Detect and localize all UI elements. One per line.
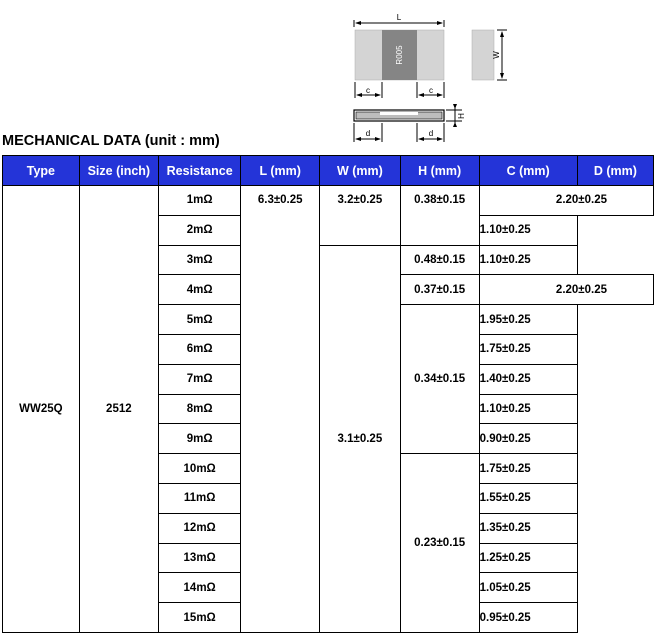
l-dimension: [354, 13, 444, 27]
w-cell-rest: 3.1±0.25: [320, 245, 401, 632]
resistance-cell: 8mΩ: [158, 394, 240, 424]
d-cell: 1.40±0.25: [479, 364, 577, 394]
resistor-top-view: [355, 30, 444, 80]
l-cell: 6.3±0.25: [241, 186, 320, 633]
h-cell-group-3: 0.37±0.15: [400, 275, 479, 305]
resistance-cell: 12mΩ: [158, 513, 240, 543]
header-h: H (mm): [400, 156, 479, 186]
d-cell: 1.75±0.25: [479, 454, 577, 484]
header-w: W (mm): [320, 156, 401, 186]
d-cell: 1.05±0.25: [479, 573, 577, 603]
d-dimensions: [354, 123, 444, 142]
resistance-cell: 11mΩ: [158, 483, 240, 513]
resistance-cell: 9mΩ: [158, 424, 240, 454]
resistance-cell: 7mΩ: [158, 364, 240, 394]
header-resistance: Resistance: [158, 156, 240, 186]
marking-text: R005: [395, 45, 404, 65]
size-cell: 2512: [79, 186, 158, 633]
header-d: D (mm): [577, 156, 653, 186]
w-cell-first: 3.2±0.25: [320, 186, 401, 246]
resistance-cell: 2mΩ: [158, 215, 240, 245]
w-label: W: [492, 51, 501, 59]
section-title: MECHANICAL DATA (unit : mm): [2, 133, 220, 149]
header-size: Size (inch): [79, 156, 158, 186]
resistance-cell: 1mΩ: [158, 186, 240, 216]
h-label: H: [457, 113, 466, 119]
d-cell: 1.10±0.25: [479, 245, 577, 275]
resistance-cell: 6mΩ: [158, 334, 240, 364]
table-header-row: [3, 156, 654, 186]
resistance-cell: 14mΩ: [158, 573, 240, 603]
resistance-cell: 15mΩ: [158, 603, 240, 633]
header-c: C (mm): [479, 156, 577, 186]
resistance-cell: 10mΩ: [158, 454, 240, 484]
header-type: Type: [3, 156, 80, 186]
resistance-cell: 3mΩ: [158, 245, 240, 275]
h-cell-group-5: 0.23±0.15: [400, 454, 479, 633]
header-l: L (mm): [241, 156, 320, 186]
h-cell-group-4: 0.34±0.15: [400, 305, 479, 454]
l-label: L: [396, 13, 402, 22]
d-label-right: d: [428, 129, 434, 138]
d-cell: 1.25±0.25: [479, 543, 577, 573]
cd-cell: 2.20±0.25: [479, 275, 653, 305]
cd-cell: 2.20±0.25: [479, 186, 653, 216]
d-cell: 1.10±0.25: [479, 215, 577, 245]
resistance-cell: 4mΩ: [158, 275, 240, 305]
d-cell: 1.10±0.25: [479, 394, 577, 424]
d-cell: 1.35±0.25: [479, 513, 577, 543]
c-label-left: c: [366, 86, 370, 95]
c-label-right: c: [429, 86, 433, 95]
h-cell-group-2: 0.48±0.15: [400, 245, 479, 275]
resistance-cell: 5mΩ: [158, 305, 240, 335]
d-cell: 0.90±0.25: [479, 424, 577, 454]
type-cell: WW25Q: [3, 186, 80, 633]
table-row: [3, 186, 654, 216]
dimension-diagram: [0, 0, 654, 150]
resistor-profile-view: [354, 104, 466, 127]
resistance-cell: 13mΩ: [158, 543, 240, 573]
resistor-side-view: [472, 30, 507, 80]
mechanical-data-table: [2, 155, 654, 633]
d-cell: 1.75±0.25: [479, 334, 577, 364]
d-cell: 0.95±0.25: [479, 603, 577, 633]
d-cell: 1.95±0.25: [479, 305, 577, 335]
h-cell-group-1: 0.38±0.15: [400, 186, 479, 246]
d-cell: 1.55±0.25: [479, 483, 577, 513]
c-dimensions: [355, 82, 444, 98]
d-label-left: d: [365, 129, 371, 138]
